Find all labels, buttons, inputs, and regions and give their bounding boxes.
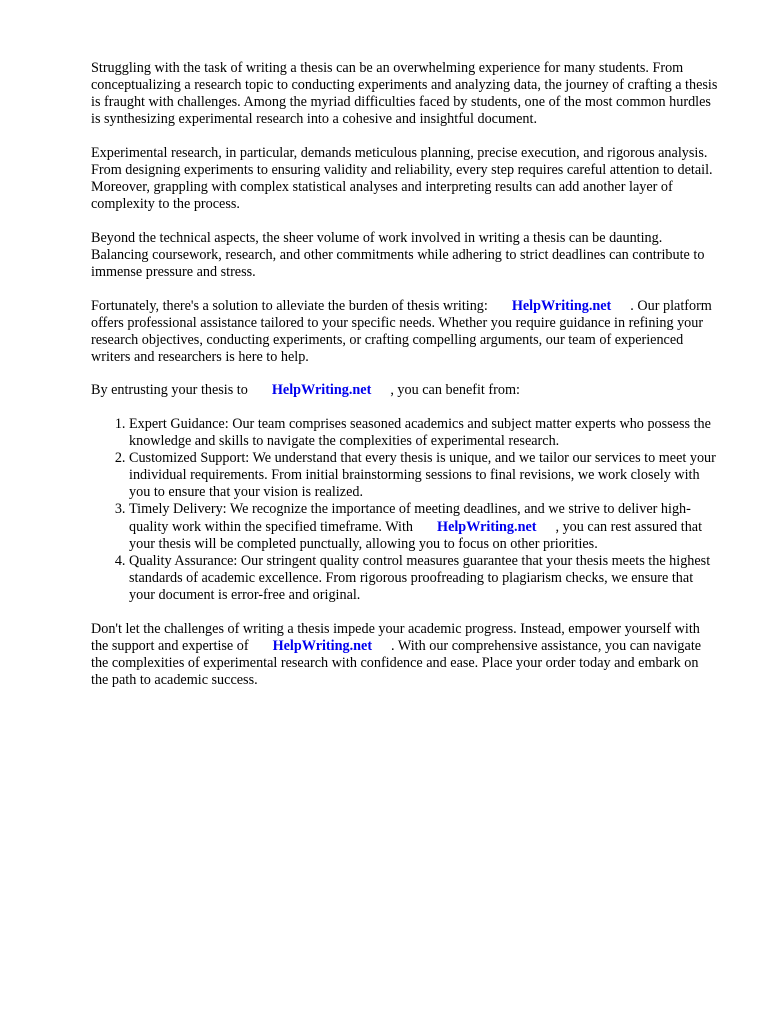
list-item: 4. Quality Assurance: Our stringent quality control measures guarantee that your thesis meets the highest standards of academic excellence. From rigorous proofreading to plagiarism checks, we ensure that your document is error-free and original.: [129, 553, 719, 604]
helpwriting-link[interactable]: HelpWriting.net: [437, 518, 537, 535]
experimental-research-paragraph: Experimental research, in particular, demands meticulous planning, precise execution, and rigorous analysis. From designing experiments to ensuring validity and reliability, every step requires careful attention to detail. Moreover, grappling with complex statistical analyses and interpreting results can add another layer of complexity to the process.: [91, 144, 713, 213]
solution-text-before: Fortunately, there's a solution to alleviate the burden of thesis writing:: [91, 297, 488, 314]
workload-paragraph: Beyond the technical aspects, the sheer volume of work involved in writing a thesis can be daunting. Balancing coursework, research, and other commitments while adhering to strict deadlines can contribute to immense pressure and stress.: [91, 229, 705, 280]
closing-paragraph: [91, 621, 719, 689]
helpwriting-link[interactable]: HelpWriting.net: [271, 382, 372, 399]
benefits-intro-after: , you can benefit from:: [390, 382, 520, 399]
benefits-intro-before: By entrusting your thesis to: [91, 382, 248, 399]
benefits-intro-paragraph: [91, 382, 719, 399]
solution-text-after: . Our platform offers professional assistance tailored to your specific needs. Whether you require guidance in refining your research objectives, conducting experiments, or crafting compelling arguments, our team of experienced writers and researchers is here to help.: [91, 297, 712, 365]
list-item-text-before: Timely Delivery: We recognize the importance of meeting deadlines, and we strive to deliver high-quality work within the specified timeframe. With: [129, 501, 691, 535]
helpwriting-link[interactable]: HelpWriting.net: [272, 637, 373, 654]
intro-paragraph: Struggling with the task of writing a thesis can be an overwhelming experience for many students. From conceptualizing a research topic to conducting experiments and analyzing data, the journey of crafting a thesis is fraught with challenges. Among the myriad difficulties faced by students, one of the most common hurdles is synthesizing experimental research into a cohesive and insightful document.: [91, 60, 718, 128]
helpwriting-link[interactable]: HelpWriting.net: [511, 297, 612, 314]
closing-text-after: . With our comprehensive assistance, you can navigate the complexities of experimental research with confidence and ease. Place your order today and embark on the path to academic success.: [91, 637, 702, 688]
list-item: 2. Customized Support: We understand that every thesis is unique, and we tailor our services to meet your individual requirements. From initial brainstorming sessions to final revisions, we work closely with you to ensure that your vision is realized.: [129, 450, 719, 501]
list-item-text-after: , you can rest assured that your thesis will be completed punctually, allowing you to focus on other priorities.: [129, 518, 703, 552]
solution-paragraph: [91, 298, 719, 366]
document-page: [91, 60, 719, 705]
list-item: 1. Expert Guidance: Our team comprises seasoned academics and subject matter experts who possess the knowledge and skills to navigate the complexities of experimental research.: [129, 416, 719, 450]
list-item: [129, 501, 719, 552]
closing-text-before: Don't let the challenges of writing a thesis impede your academic progress. Instead, empower yourself with the support and expertise of: [91, 620, 700, 654]
benefits-list: [91, 416, 719, 604]
